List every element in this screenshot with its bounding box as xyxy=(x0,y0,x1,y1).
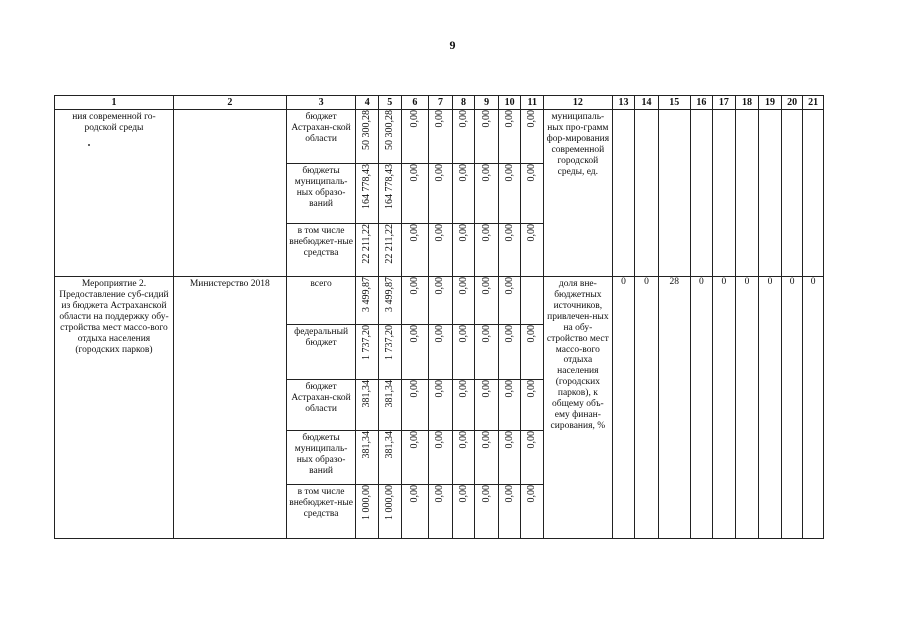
value-cell xyxy=(690,110,713,277)
source-cell: бюджеты муниципаль-ных образо-ваний xyxy=(286,164,356,224)
header-cell: 21 xyxy=(803,96,824,110)
value-cell: 0 xyxy=(690,277,713,539)
amount-cell: 164 778,43 xyxy=(356,164,379,224)
amount-cell: 0,00 xyxy=(429,277,453,325)
value-cell: 0 xyxy=(713,277,736,539)
source-cell: бюджет Астрахан-ской области xyxy=(286,380,356,431)
page-number: 9 xyxy=(449,38,456,52)
amount-cell: 22 211,22 xyxy=(378,224,401,277)
amount-cell: 0,00 xyxy=(401,164,429,224)
amount-cell: 0,00 xyxy=(521,110,544,164)
amount-cell: 381,34 xyxy=(356,431,379,485)
amount-cell: 0,00 xyxy=(475,164,499,224)
amount-cell: 1 000,00 xyxy=(378,485,401,539)
amount-cell: 0,00 xyxy=(401,110,429,164)
value-cell: 0 xyxy=(759,277,782,539)
value-cell: 28 xyxy=(658,277,690,539)
amount-cell: 164 778,43 xyxy=(378,164,401,224)
amount-cell: 0,00 xyxy=(429,485,453,539)
executor-text: Министерство 2018 xyxy=(189,279,270,289)
amount-cell: 0,00 xyxy=(475,277,499,325)
amount-cell: 0,00 xyxy=(498,485,521,539)
amount-cell: 0,00 xyxy=(452,277,475,325)
amount-cell: 0,00 xyxy=(498,380,521,431)
amount-cell: 0,00 xyxy=(475,325,499,380)
executor-cell xyxy=(173,110,286,277)
program-table xyxy=(54,95,824,539)
amount-cell: 0,00 xyxy=(521,485,544,539)
header-cell: 14 xyxy=(635,96,659,110)
header-cell: 2 xyxy=(173,96,286,110)
value-cell xyxy=(635,110,659,277)
column-number-row xyxy=(55,96,824,110)
amount-cell: 0,00 xyxy=(452,380,475,431)
amount-cell: 0,00 xyxy=(498,277,521,325)
value-cell: 0 xyxy=(635,277,659,539)
value-cell: 0 xyxy=(735,277,759,539)
header-cell: 4 xyxy=(356,96,379,110)
amount-cell: 0,00 xyxy=(452,224,475,277)
amount-cell: 0,00 xyxy=(429,224,453,277)
value-cell: 0 xyxy=(781,277,803,539)
header-cell: 15 xyxy=(658,96,690,110)
indicator-cell: доля вне-бюджетных источников, привлечен-ных на обу-стройство мест массо-вого отдыха населения (городских парков), к общему объ-ему финан-сирования, % xyxy=(544,277,613,539)
amount-cell: 0,00 xyxy=(401,380,429,431)
activity-text: Мероприятие 2. Предоставление суб-сидий из бюджета Астраханской области на поддержку обу-стройства мест массо-вого отдыха населения (городских парков) xyxy=(59,279,169,355)
value-cell: 0 xyxy=(612,277,635,539)
source-cell: всего xyxy=(286,277,356,325)
amount-cell: 0,00 xyxy=(429,431,453,485)
amount-cell: 0,00 xyxy=(401,277,429,325)
amount-cell: 3 499,87 xyxy=(356,277,379,325)
amount-cell: 0,00 xyxy=(498,325,521,380)
header-cell: 12 xyxy=(544,96,613,110)
header-cell: 17 xyxy=(713,96,736,110)
amount-cell: 0,00 xyxy=(498,164,521,224)
activity-cell xyxy=(55,277,174,539)
amount-cell: 50 300,28 xyxy=(378,110,401,164)
amount-cell: 381,34 xyxy=(378,380,401,431)
value-cell xyxy=(759,110,782,277)
executor-cell xyxy=(173,277,286,539)
amount-cell: 0,00 xyxy=(429,325,453,380)
header-cell: 5 xyxy=(378,96,401,110)
amount-cell: 0,00 xyxy=(452,325,475,380)
header-cell: 18 xyxy=(735,96,759,110)
amount-cell: 381,34 xyxy=(378,431,401,485)
header-cell: 1 xyxy=(55,96,174,110)
header-cell: 11 xyxy=(521,96,544,110)
amount-cell: 0,00 xyxy=(429,164,453,224)
header-cell: 20 xyxy=(781,96,803,110)
amount-cell: 0,00 xyxy=(429,380,453,431)
source-cell: в том числе внебюджет-ные средства xyxy=(286,224,356,277)
amount-cell: 0,00 xyxy=(521,224,544,277)
amount-cell: 0,00 xyxy=(452,110,475,164)
amount-cell: 1 737,20 xyxy=(356,325,379,380)
table-row xyxy=(55,110,824,164)
amount-cell: 0,00 xyxy=(475,110,499,164)
source-cell: бюджет Астрахан-ской области xyxy=(286,110,356,164)
amount-cell: 0,00 xyxy=(429,110,453,164)
amount-cell: 0,00 xyxy=(498,431,521,485)
amount-cell: 50 300,28 xyxy=(356,110,379,164)
amount-cell: 0,00 xyxy=(498,110,521,164)
amount-cell: 0,00 xyxy=(452,485,475,539)
amount-cell: 22 211,22 xyxy=(356,224,379,277)
header-cell: 16 xyxy=(690,96,713,110)
activity-text: ния современной го-родской среды xyxy=(72,112,156,133)
amount-cell: 0,00 xyxy=(401,431,429,485)
header-cell: 9 xyxy=(475,96,499,110)
amount-cell: 0,00 xyxy=(475,431,499,485)
amount-cell: 0,00 xyxy=(401,485,429,539)
amount-cell: 1 737,20 xyxy=(378,325,401,380)
amount-cell: 0,00 xyxy=(401,224,429,277)
amount-cell: 0,00 xyxy=(401,325,429,380)
value-cell xyxy=(735,110,759,277)
header-cell: 6 xyxy=(401,96,429,110)
value-cell xyxy=(781,110,803,277)
source-cell: в том числе внебюджет-ные средства xyxy=(286,485,356,539)
table-row xyxy=(55,277,824,325)
amount-cell: 0,00 xyxy=(498,224,521,277)
activity-cell xyxy=(55,110,174,277)
amount-cell: 0,00 xyxy=(452,164,475,224)
amount-cell: 0,00 xyxy=(475,224,499,277)
source-cell: федеральный бюджет xyxy=(286,325,356,380)
amount-cell: 0,00 xyxy=(521,164,544,224)
amount-cell: 381,34 xyxy=(356,380,379,431)
header-cell: 3 xyxy=(286,96,356,110)
header-cell: 10 xyxy=(498,96,521,110)
amount-cell: 0,00 xyxy=(452,431,475,485)
amount-cell: 1 000,00 xyxy=(356,485,379,539)
amount-cell: 0,00 xyxy=(521,325,544,380)
source-cell: бюджеты муниципаль-ных образо-ваний xyxy=(286,431,356,485)
header-cell: 13 xyxy=(612,96,635,110)
value-cell xyxy=(713,110,736,277)
value-cell xyxy=(658,110,690,277)
amount-cell: 0,00 xyxy=(521,380,544,431)
header-cell: 7 xyxy=(429,96,453,110)
indicator-cell: муниципаль-ных про-грамм фор-мирования современной городской среды, ед. xyxy=(544,110,613,277)
amount-cell: 0,00 xyxy=(521,431,544,485)
amount-cell: 0,00 xyxy=(475,380,499,431)
header-cell: 19 xyxy=(759,96,782,110)
value-cell: 0 xyxy=(803,277,824,539)
amount-cell: 0,00 xyxy=(475,485,499,539)
value-cell xyxy=(803,110,824,277)
amount-cell xyxy=(521,277,544,325)
header-cell: 8 xyxy=(452,96,475,110)
value-cell xyxy=(612,110,635,277)
amount-cell: 3 499,87 xyxy=(378,277,401,325)
